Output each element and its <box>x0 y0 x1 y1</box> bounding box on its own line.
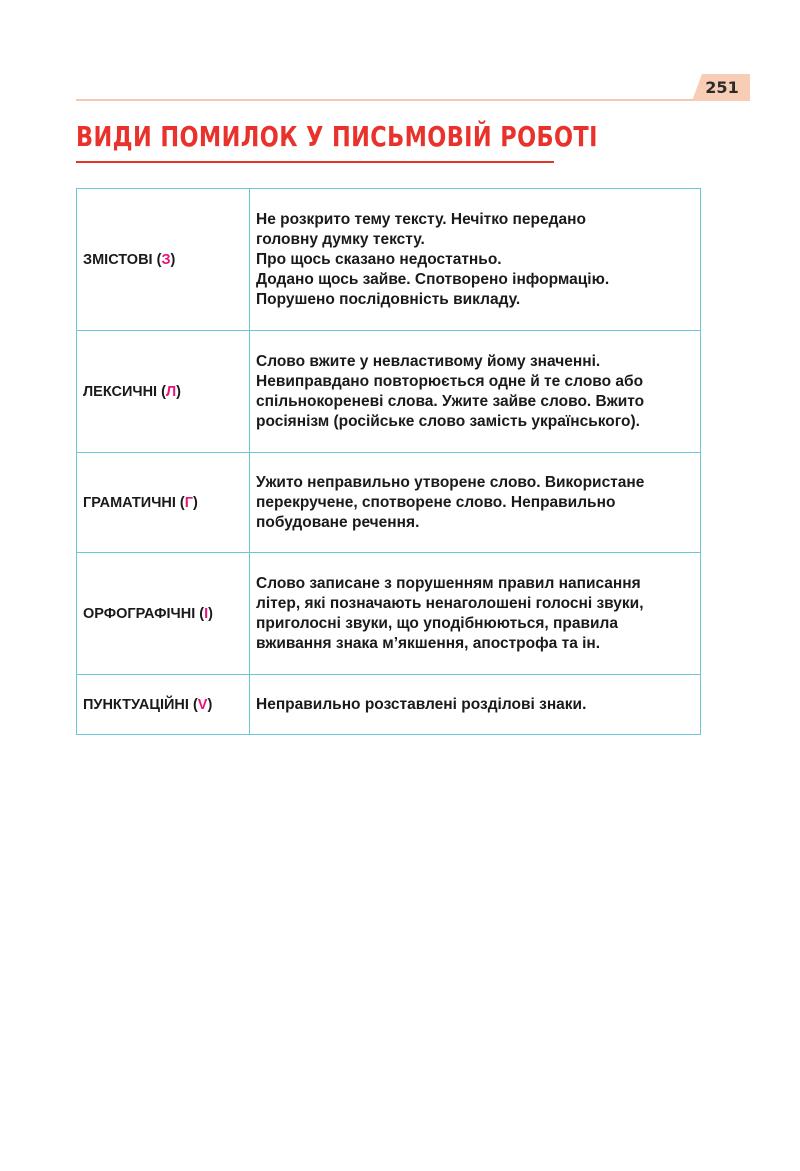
error-type-code: V <box>197 696 208 713</box>
error-type-name: ЛЕКСИЧНІ <box>83 383 158 400</box>
error-type-name: ОРФОГРАФІЧНІ <box>83 605 196 622</box>
error-description-cell <box>250 675 701 735</box>
error-type-code: Г <box>184 494 193 511</box>
error-type-cell: ПУНКТУАЦІЙНІ (V) <box>77 675 250 735</box>
error-type-cell: ЛЕКСИЧНІ (Л) <box>77 331 250 453</box>
page-number: 251 <box>705 78 739 97</box>
error-type-cell: ОРФОГРАФІЧНІ (І) <box>77 553 250 675</box>
description-line: росіянізм (російське слово замість українського). <box>256 412 640 430</box>
title-underline <box>76 161 554 163</box>
error-description-cell <box>250 553 701 675</box>
error-type-code: З <box>161 251 171 268</box>
description-line: перекручене, спотворене слово. Неправильно <box>256 493 616 511</box>
description-line: Невиправдано повторюється одне й те слово або <box>256 372 644 390</box>
description-line: Не розкрито тему тексту. Нечітко передано <box>256 210 586 228</box>
description-line: Слово записане з порушенням правил написання <box>256 574 641 592</box>
description-line: Слово вжите у невластивому йому значенні. <box>256 352 601 370</box>
error-description-cell <box>250 331 701 453</box>
error-type-code: І <box>204 605 209 622</box>
error-types-table <box>76 188 701 735</box>
error-description-cell <box>250 453 701 553</box>
error-type-name: ЗМІСТОВІ <box>83 251 153 268</box>
error-type-code: Л <box>165 383 177 400</box>
header-rule <box>76 99 696 101</box>
description-line: побудоване речення. <box>256 513 420 531</box>
table-row <box>77 189 701 331</box>
table-row <box>77 331 701 453</box>
description-line: Ужито неправильно утворене слово. Використане <box>256 473 645 491</box>
error-type-cell: ЗМІСТОВІ (З) <box>77 189 250 331</box>
table-row <box>77 453 701 553</box>
table-row <box>77 675 701 735</box>
description-line: головну думку тексту. <box>256 230 425 248</box>
description-line: Додано щось зайве. Спотворено інформацію. <box>256 270 610 288</box>
description-line: спільнокореневі слова. Ужите зайве слово. Вжито <box>256 392 645 410</box>
table-row <box>77 553 701 675</box>
error-type-cell: ГРАМАТИЧНІ (Г) <box>77 453 250 553</box>
description-line: Про щось сказано недостатньо. <box>256 250 502 268</box>
description-line: літер, які позначають ненаголошені голосні звуки, <box>256 594 644 612</box>
page-title: ВИДИ ПОМИЛОК У ПИСЬМОВІЙ РОБОТІ <box>76 120 598 153</box>
error-type-name: ПУНКТУАЦІЙНІ <box>83 696 189 713</box>
error-type-name: ГРАМАТИЧНІ <box>83 494 176 511</box>
error-description-cell <box>250 189 701 331</box>
description-line: приголосні звуки, що уподібнюються, правила <box>256 614 618 632</box>
description-line: Неправильно розставлені розділові знаки. <box>256 695 587 713</box>
description-line: вживання знака м’якшення, апострофа та ін. <box>256 634 601 652</box>
description-line: Порушено послідовність викладу. <box>256 290 521 308</box>
